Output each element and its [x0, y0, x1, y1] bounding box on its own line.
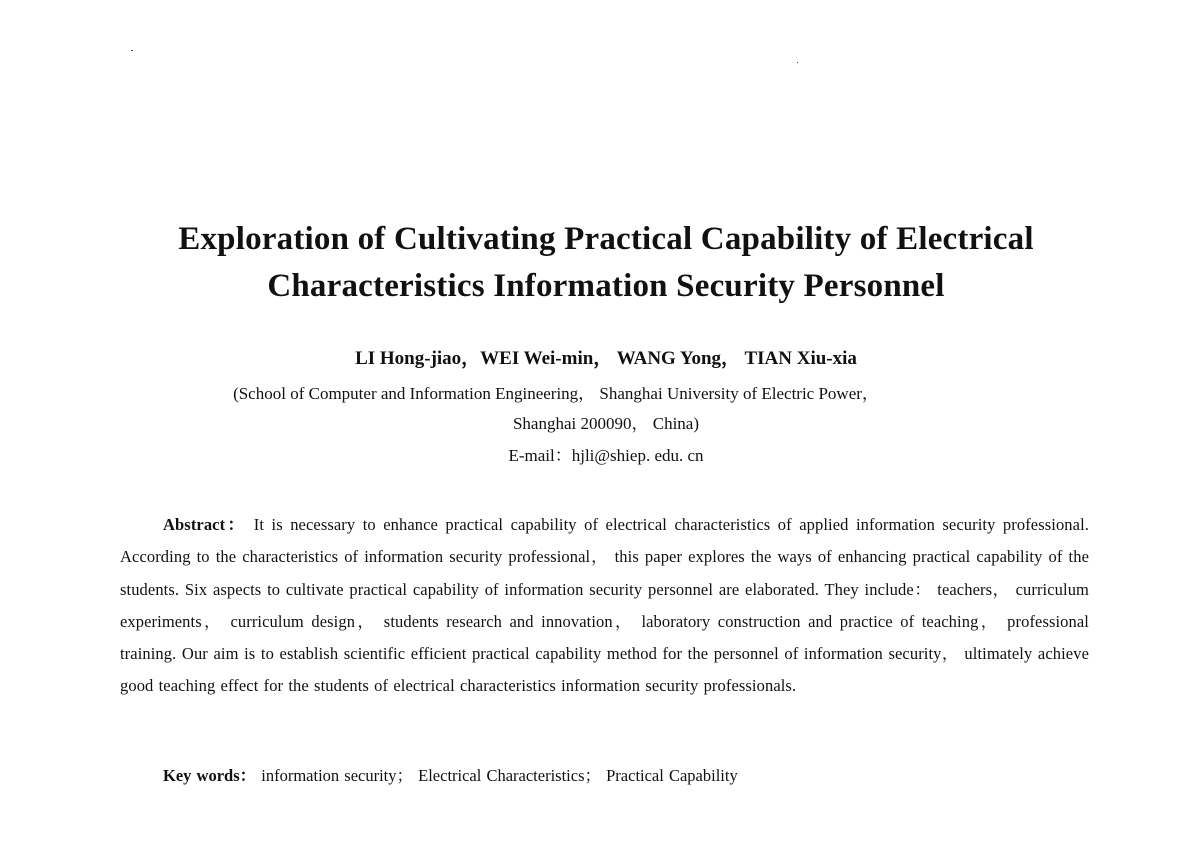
keywords: [163, 762, 738, 790]
abstract-label: Abstract：: [163, 515, 247, 534]
scan-speck: [131, 50, 133, 51]
author-list: LI Hong-jiao，WEI Wei-min， WANG Yong， TIAN Xiu-xia: [355, 348, 857, 369]
title-line-1: Exploration of Cultivating Practical Capability of Electrical: [178, 221, 1034, 257]
paper-title: [60, 216, 1152, 310]
email-line: E-mail：hjli@shiep. edu. cn: [508, 446, 704, 465]
abstract-paragraph: [120, 509, 1089, 703]
scan-speck: [797, 62, 798, 63]
affiliation-line-1: (School of Computer and Information Engineering， Shanghai University of Electric Power，: [233, 384, 879, 403]
title-line-2: Characteristics Information Security Personnel: [267, 268, 945, 304]
keywords-text: information security； Electrical Characteristics； Practical Capability: [256, 766, 738, 785]
keywords-label: Key words：: [163, 766, 257, 785]
affiliation-line-2: Shanghai 200090， China): [512, 414, 700, 433]
abstract: [120, 509, 1089, 703]
abstract-text: It is necessary to enhance practical capability of electrical characteristics of applied information security professional. According to the characteristics of information security professional， this paper explores the ways of enhancing practical capability of the students. Six aspects to cultivate practical capability of information security personnel are elaborated. They include： teachers， curriculum experiments， curriculum design， students research and innovation， laboratory construction and practice of teaching， professional training. Our aim is to establish scientific efficient practical capability method for the personnel of information security， ultimately achieve good teaching effect for the students of electrical characteristics information security professionals.: [120, 515, 1089, 696]
